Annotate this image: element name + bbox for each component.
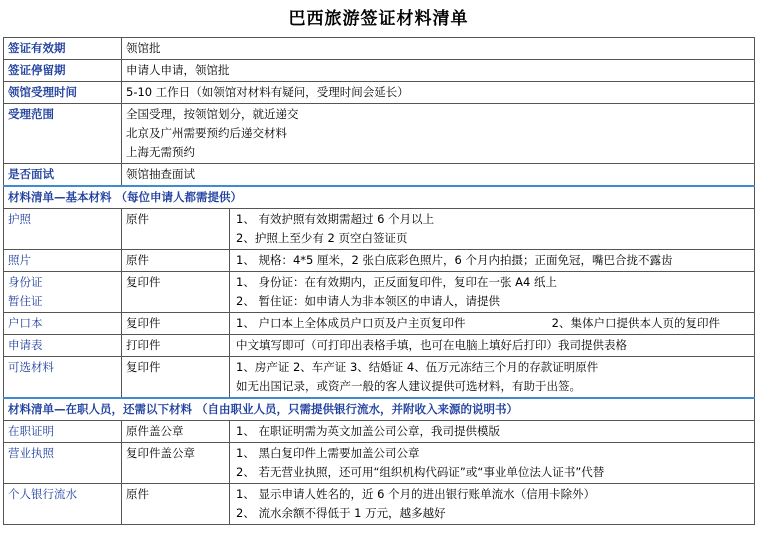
item-label-text: 申请表 — [8, 338, 43, 352]
table-body — [4, 38, 755, 525]
item-type-text: 原件 — [126, 212, 149, 226]
item-type-text: 复印件 — [126, 360, 161, 374]
table-row — [4, 335, 755, 357]
detail-line: 2、 暂住证：如申请人为非本领区的申请人，请提供 — [236, 294, 500, 308]
item-label — [4, 443, 122, 484]
section-header — [4, 186, 755, 209]
item-details — [230, 335, 755, 357]
item-details — [230, 421, 755, 443]
item-type-text: 复印件 — [126, 275, 161, 289]
item-type-text: 复印件盖公章 — [126, 446, 195, 460]
item-details — [230, 313, 755, 335]
item-type — [122, 357, 230, 399]
value-line: 申请人申请，领馆批 — [126, 63, 230, 77]
value-line: 全国受理，按领馆划分，就近递交 — [126, 107, 299, 121]
row-label — [4, 104, 122, 164]
item-type — [122, 421, 230, 443]
item-type-text: 打印件 — [126, 338, 161, 352]
item-label-text: 可选材料 — [8, 360, 54, 374]
section-heading-text: 材料清单—基本材料 （每位申请人都需提供） — [8, 190, 243, 204]
table-row — [4, 313, 755, 335]
item-label-text: 营业执照 — [8, 446, 54, 460]
item-label-text: 身份证 — [8, 275, 43, 289]
row-label — [4, 38, 122, 60]
item-details — [230, 250, 755, 272]
item-details — [230, 357, 755, 399]
section-header-row — [4, 186, 755, 209]
item-type-text: 原件 — [126, 253, 149, 267]
row-label-text: 签证停留期 — [8, 63, 66, 77]
detail-line: 2、 流水余额不得低于 1 万元，越多越好 — [236, 506, 446, 520]
table-row — [4, 272, 755, 313]
item-label-text: 护照 — [8, 212, 31, 226]
item-label — [4, 209, 122, 250]
value-line: 领馆批 — [126, 41, 161, 55]
item-label — [4, 357, 122, 399]
detail-line: 1、 显示申请人姓名的，近 6 个月的进出银行账单流水（信用卡除外） — [236, 487, 596, 501]
visa-materials-table — [3, 37, 755, 525]
row-value — [122, 104, 755, 164]
item-type-text: 原件 — [126, 487, 149, 501]
item-type — [122, 335, 230, 357]
table-row — [4, 164, 755, 187]
table-row — [4, 357, 755, 399]
item-type — [122, 272, 230, 313]
item-label — [4, 313, 122, 335]
item-label — [4, 484, 122, 525]
row-value — [122, 164, 755, 187]
row-label-text: 受理范围 — [8, 107, 54, 121]
detail-line: 1、 黑白复印件上需要加盖公司公章 — [236, 446, 420, 460]
detail-line: 1、 规格：4*5 厘米，2 张白底彩色照片，6 个月内拍摄；正面免冠，嘴巴合拢不露齿 — [236, 253, 673, 267]
value-line: 领馆抽查面试 — [126, 167, 195, 181]
row-label — [4, 60, 122, 82]
item-details — [230, 272, 755, 313]
row-value — [122, 60, 755, 82]
item-label-text: 在职证明 — [8, 424, 54, 438]
item-details — [230, 443, 755, 484]
value-line: 5-10 工作日（如领馆对材料有疑问，受理时间会延长） — [126, 85, 409, 99]
section-heading-text: 材料清单—在职人员，还需以下材料 （自由职业人员，只需提供银行流水，并附收入来源的说明书） — [8, 402, 518, 416]
row-value — [122, 38, 755, 60]
section-header — [4, 398, 755, 421]
item-details — [230, 484, 755, 525]
item-label-text: 照片 — [8, 253, 31, 267]
item-type — [122, 209, 230, 250]
item-label-text: 暂住证 — [8, 294, 43, 308]
detail-line: 2、护照上至少有 2 页空白签证页 — [236, 231, 408, 245]
item-type-text: 复印件 — [126, 316, 161, 330]
table-row — [4, 421, 755, 443]
detail-line — [236, 314, 750, 333]
detail-line: 2、 若无营业执照，还可用“组织机构代码证”或“事业单位法人证书”代替 — [236, 465, 605, 479]
row-label — [4, 164, 122, 187]
row-label-text: 领馆受理时间 — [8, 85, 77, 99]
item-label — [4, 250, 122, 272]
row-label-text: 是否面试 — [8, 167, 54, 181]
item-label — [4, 421, 122, 443]
table-row — [4, 104, 755, 164]
detail-part: 1、 户口本上全体成员户口页及户主页复印件 — [236, 316, 466, 330]
detail-part: 2、集体户口提供本人页的复印件 — [551, 316, 720, 330]
row-label — [4, 82, 122, 104]
item-type — [122, 443, 230, 484]
item-details — [230, 209, 755, 250]
item-label-text: 个人银行流水 — [8, 487, 77, 501]
detail-line: 1、 在职证明需为英文加盖公司公章，我司提供模版 — [236, 424, 500, 438]
page-title: 巴西旅游签证材料清单 — [288, 9, 469, 29]
detail-line: 1、 身份证：在有效期内，正反面复印件，复印在一张 A4 纸上 — [236, 275, 557, 289]
item-type — [122, 250, 230, 272]
value-line: 上海无需预约 — [126, 145, 195, 159]
table-row — [4, 484, 755, 525]
detail-line: 1、 有效护照有效期需超过 6 个月以上 — [236, 212, 435, 226]
detail-line: 如无出国记录，或资产一般的客人建议提供可选材料，有助于出签。 — [236, 379, 581, 393]
value-line: 北京及广州需要预约后递交材料 — [126, 126, 287, 140]
table-row — [4, 250, 755, 272]
section-header-row — [4, 398, 755, 421]
row-value — [122, 82, 755, 104]
item-label-text: 户口本 — [8, 316, 43, 330]
item-type-text: 原件盖公章 — [126, 424, 184, 438]
detail-line: 中文填写即可（可打印出表格手填，也可在电脑上填好后打印）我司提供表格 — [236, 338, 627, 352]
table-row — [4, 209, 755, 250]
item-label — [4, 335, 122, 357]
table-row — [4, 82, 755, 104]
item-type — [122, 484, 230, 525]
table-row — [4, 443, 755, 484]
detail-line: 1、房产证 2、车产证 3、结婚证 4、伍万元冻结三个月的存款证明原件 — [236, 360, 599, 374]
item-type — [122, 313, 230, 335]
table-row — [4, 60, 755, 82]
item-label — [4, 272, 122, 313]
table-row — [4, 38, 755, 60]
row-label-text: 签证有效期 — [8, 41, 66, 55]
